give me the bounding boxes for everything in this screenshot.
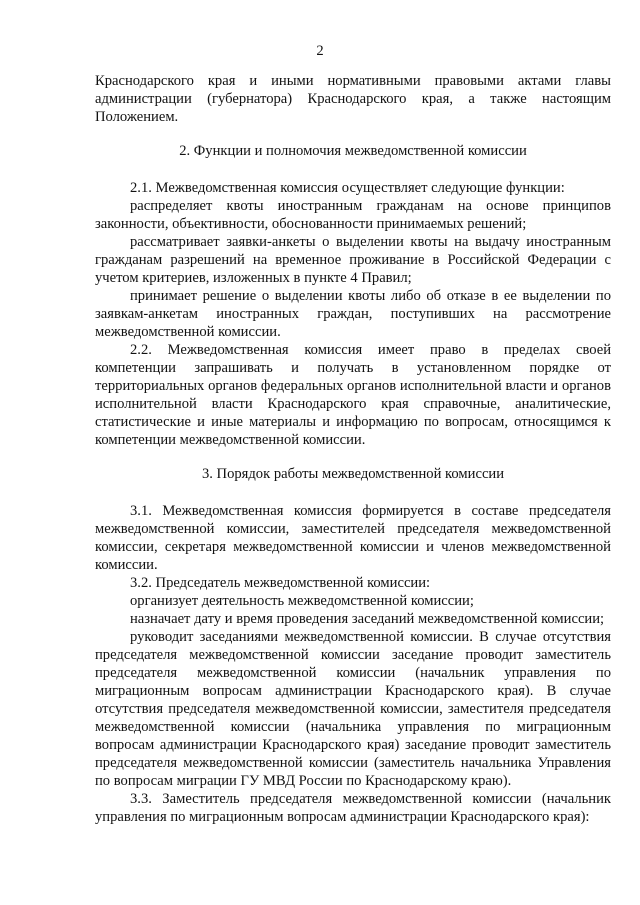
chair-duty-3: руководит заседаниями межведомственной комиссии. В случае отсутствия председателя межведомственной комиссии заседание проводит заместитель председателя межведомственной комиссии (начальник управления по миграционным вопросам администрации Краснодарского края). В случае отсутствия председателя межведомственной комиссии, заместителя председателя межведомственной комиссии (начальника управления по миграционным вопросам администрации Краснодарского края) заседание проводит заместитель председателя межведомственной комиссии (заместитель начальника Управления по вопросам миграции ГУ МВД России по Краснодарскому краю). bbox=[95, 629, 611, 789]
document-body bbox=[95, 72, 611, 826]
function-item-3: принимает решение о выделении квоты либо об отказе в ее выделении по заявкам-анкетам иностранных граждан, поступивших на рассмотрение межведомственной комиссии. bbox=[95, 288, 611, 340]
paragraph-2-2: 2.2. Межведомственная комиссия имеет право в пределах своей компетенции запрашивать и получать в установленном порядке от территориальных органов федеральных органов исполнительной власти и органов исполнительной власти Краснодарского края справочные, аналитические, статистические и иные материалы и информацию по вопросам, относящимся к компетенции межведомственной комиссии. bbox=[95, 342, 611, 448]
intro-paragraph: Краснодарского края и иными нормативными правовыми актами главы администрации (губернатора) Краснодарского края, а также настоящим Положением. bbox=[95, 73, 611, 125]
paragraph-3-3: 3.3. Заместитель председателя межведомственной комиссии (начальник управления по миграционным вопросам администрации Краснодарского края): bbox=[95, 791, 611, 825]
chair-duty-1: организует деятельность межведомственной комиссии; bbox=[130, 593, 474, 609]
page-number: 2 bbox=[316, 43, 324, 59]
function-item-2: рассматривает заявки-анкеты о выделении квоты на выдачу иностранным гражданам разрешений на временное проживание в Российской Федерации с учетом критериев, изложенных в пункте 4 Правил; bbox=[95, 234, 611, 286]
section-3-heading: 3. Порядок работы межведомственной комиссии bbox=[201, 466, 505, 482]
paragraph-3-2: 3.2. Председатель межведомственной комиссии: bbox=[130, 575, 431, 591]
paragraph-3-1: 3.1. Межведомственная комиссия формируется в составе председателя межведомственной комиссии, заместителей председателя межведомственной комиссии, секретаря межведомственной комиссии и членов межведомственной комиссии. bbox=[95, 503, 611, 573]
function-item-1: распределяет квоты иностранным гражданам на основе принципов законности, объективности, обоснованности принимаемых решений; bbox=[95, 198, 611, 232]
paragraph-2-1: 2.1. Межведомственная комиссия осуществляет следующие функции: bbox=[130, 180, 565, 196]
chair-duty-2: назначает дату и время проведения заседаний межведомственной комиссии; bbox=[130, 611, 605, 627]
section-2-heading: 2. Функции и полномочия межведомственной комиссии bbox=[179, 143, 527, 159]
